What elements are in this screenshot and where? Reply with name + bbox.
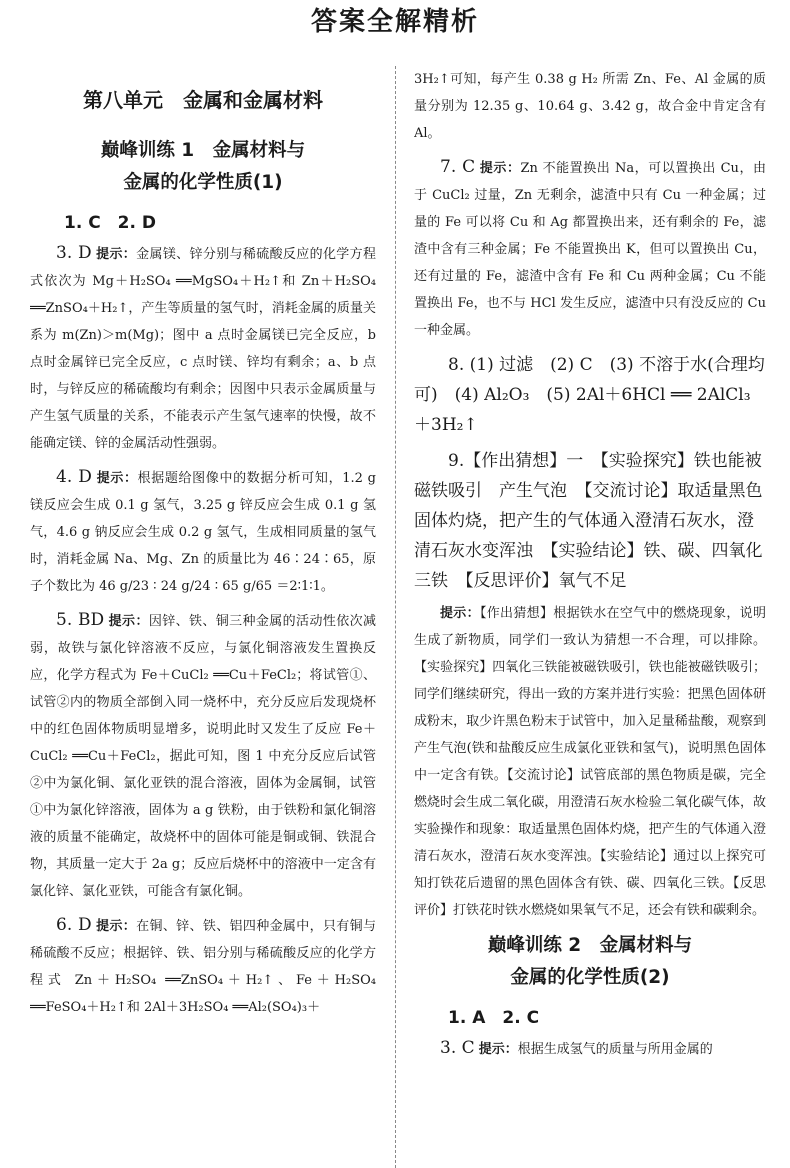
answer-1-2-b xyxy=(414,1004,766,1032)
hint-label: 提示： xyxy=(108,614,149,629)
section-title-line: 巅峰训练 1 金属材料与 xyxy=(100,140,306,161)
answer-8: 8. (1) 过滤 (2) C (3) 不溶于水(合理均可) (4) Al₂O₃ (5) 2Al＋6HCl ══ 2AlCl₃＋3H₂↑ xyxy=(414,355,765,435)
answer-text: 1. C 2. D xyxy=(64,213,156,233)
answer-5 xyxy=(30,606,376,905)
answer-head: 3. D xyxy=(56,243,92,263)
answer-head: 3. C xyxy=(440,1038,475,1058)
hint-text: 根据生成氢气的质量与所用金属的 xyxy=(517,1042,713,1057)
right-column xyxy=(414,66,766,1164)
section-title-2 xyxy=(414,930,766,994)
hint-text: 因锌、铁、铜三种金属的活动性依次减弱，故铁与氯化锌溶液不反应，与氯化铜溶液发生置换反应，化学方程式为 Fe＋CuCl₂ ══Cu＋FeCl₂；将试管①、试管②内的物质全部倒入同一烧杯中，充分反应后发现烧杯中的红色固体物质明显增多，说明此时又发生了反应 Fe＋CuCl₂ ══Cu＋FeCl₂，据此可知，图 1 中充分反应后试管②中为氯化铜、氯化亚铁的混合溶液，固体为金属铜，试管①中为氯化锌溶液，固体为 a g 铁粉，由于铁粉和氯化铜溶液的质量不能确定，故烧杯中的固体可能是铜或铜、铁混合物，其质量一定大于 2a g；反应后烧杯中的溶液中一定含有氯化锌、氯化亚铁，可能含有氯化铜。 xyxy=(30,614,376,899)
answer-head: 5. BD xyxy=(56,610,105,630)
page-title: 答案全解精析 xyxy=(310,7,479,37)
answer-9-hint xyxy=(414,600,766,924)
hint-label: 提示： xyxy=(96,471,138,486)
answer-3 xyxy=(30,239,376,457)
answer-9: 9.【作出猜想】一 【实验探究】铁也能被磁铁吸引 产生气泡 【交流讨论】取适量黑色固体灼烧，把产生的气体通入澄清石灰水，澄清石灰水变浑浊 【实验结论】铁、碳、四氧化三铁 【反思评价】氧气不足 xyxy=(414,451,763,591)
hint-text: 根据题给图像中的数据分析可知，1.2 g 镁反应会生成 0.1 g 氢气，3.25 g 锌反应会生成 0.1 g 氢气，4.6 g 钠反应会生成 0.2 g 氢气，生成相同质量的氢气时，消耗金属 Na、Mg、Zn 的质量比为 46∶24∶65，原子个数比为 46 g/23 ∶ 24 g/24 ∶ 65 g/65 ＝2∶1∶1。 xyxy=(30,471,376,594)
hint-text: 【作出猜想】根据铁水在空气中的燃烧现象，说明生成了新物质，同学们一致认为猜想一不合理，可以排除。【实验探究】四氧化三铁能被磁铁吸引，铁也能被磁铁吸引；同学们继续研究，得出一致的方案并进行实验：把黑色固体研成粉末，取少许黑色粉末于试管中，加入足量稀盐酸，观察到产生气泡(铁和盐酸反应生成氯化亚铁和氢气)，说明黑色固体中一定含有铁。【交流讨论】试管底部的黑色物质是碳，完全燃烧时会生成二氧化碳，用澄清石灰水检验二氧化碳气体，故实验操作和现象：取适量黑色固体灼烧，把产生的气体通入澄清石灰水，澄清石灰水变浑浊。【实验结论】通过以上探究可知打铁花后遗留的黑色固体含有铁、碳、四氧化三铁。【反思评价】打铁花时铁水燃烧如果氧气不足，还会有铁和碳剩余。 xyxy=(414,606,766,918)
section-title-line: 金属的化学性质(1) xyxy=(123,172,283,193)
answer-6-continued: 3H₂↑可知，每产生 0.38 g H₂ 所需 Zn、Fe、Al 金属的质量分别为 12.35 g、10.64 g、3.42 g，故合金中肯定含有 Al。 xyxy=(414,72,766,141)
hint-label: 提示： xyxy=(96,247,137,262)
answer-head: 7. C xyxy=(440,157,476,177)
page-header xyxy=(0,0,790,44)
answer-1-2 xyxy=(30,209,376,237)
section-title-1 xyxy=(30,135,376,199)
hint-label: 提示： xyxy=(440,606,480,621)
hint-text: 金属镁、锌分别与稀硫酸反应的化学方程式依次为 Mg＋H₂SO₄ ══MgSO₄＋H₂↑和 Zn＋H₂SO₄ ══ZnSO₄＋H₂↑，产生等质量的氢气时，消耗金属的质量关系为 m(Zn)＞m(Mg)；图中 a 点时金属镁已完全反应，b 点时金属锌已完全反应，c 点时镁、锌均有剩余；a、b 点时，与锌反应的稀硫酸均有剩余；因图中只表示金属质量与产生氢气质量的关系，不能表示产生氢气速率的快慢，故不能确定镁、锌的金属活动性强弱。 xyxy=(30,247,376,451)
answer-head: 6. D xyxy=(56,915,92,935)
section-title-line: 金属的化学性质(2) xyxy=(510,967,670,988)
answer-4 xyxy=(30,463,376,600)
column-divider xyxy=(395,66,396,1168)
hint-text: 在铜、锌、铁、铝四种金属中，只有铜与稀硫酸不反应；根据锌、铁、铝分别与稀硫酸反应的化学方程式 Zn＋H₂SO₄ ══ZnSO₄＋H₂↑、Fe＋H₂SO₄ ══FeSO₄＋H₂↑和 2Al＋3H₂SO₄ ══Al₂(SO₄)₃＋ xyxy=(30,919,376,1015)
answer-3-b xyxy=(414,1034,766,1063)
hint-label: 提示： xyxy=(96,919,137,934)
answer-6 xyxy=(30,911,376,1021)
unit-title: 第八单元 金属和金属材料 xyxy=(83,88,323,112)
hint-label: 提示： xyxy=(479,161,521,176)
left-column xyxy=(30,66,376,1164)
answer-7 xyxy=(414,153,766,344)
hint-text: Zn 不能置换出 Na，可以置换出 Cu，由于 CuCl₂ 过量，Zn 无剩余，滤渣中只有 Cu 一种金属；过量的 Fe 可以将 Cu 和 Ag 都置换出来，还有剩余的 Fe，滤渣中含有三种金属；Fe 不能置换出 K，但可以置换出 Cu，还有过量的 Fe，滤渣中含有 Fe 和 Cu 两种金属；Cu 不能置换出 Fe，也不与 HCl 发生反应，滤渣中只有没反应的 Cu 一种金属。 xyxy=(414,161,766,338)
answer-head: 4. D xyxy=(56,467,92,487)
hint-label: 提示： xyxy=(478,1042,518,1057)
answer-text: 1. A 2. C xyxy=(448,1008,540,1028)
section-title-line: 巅峰训练 2 金属材料与 xyxy=(487,935,693,956)
